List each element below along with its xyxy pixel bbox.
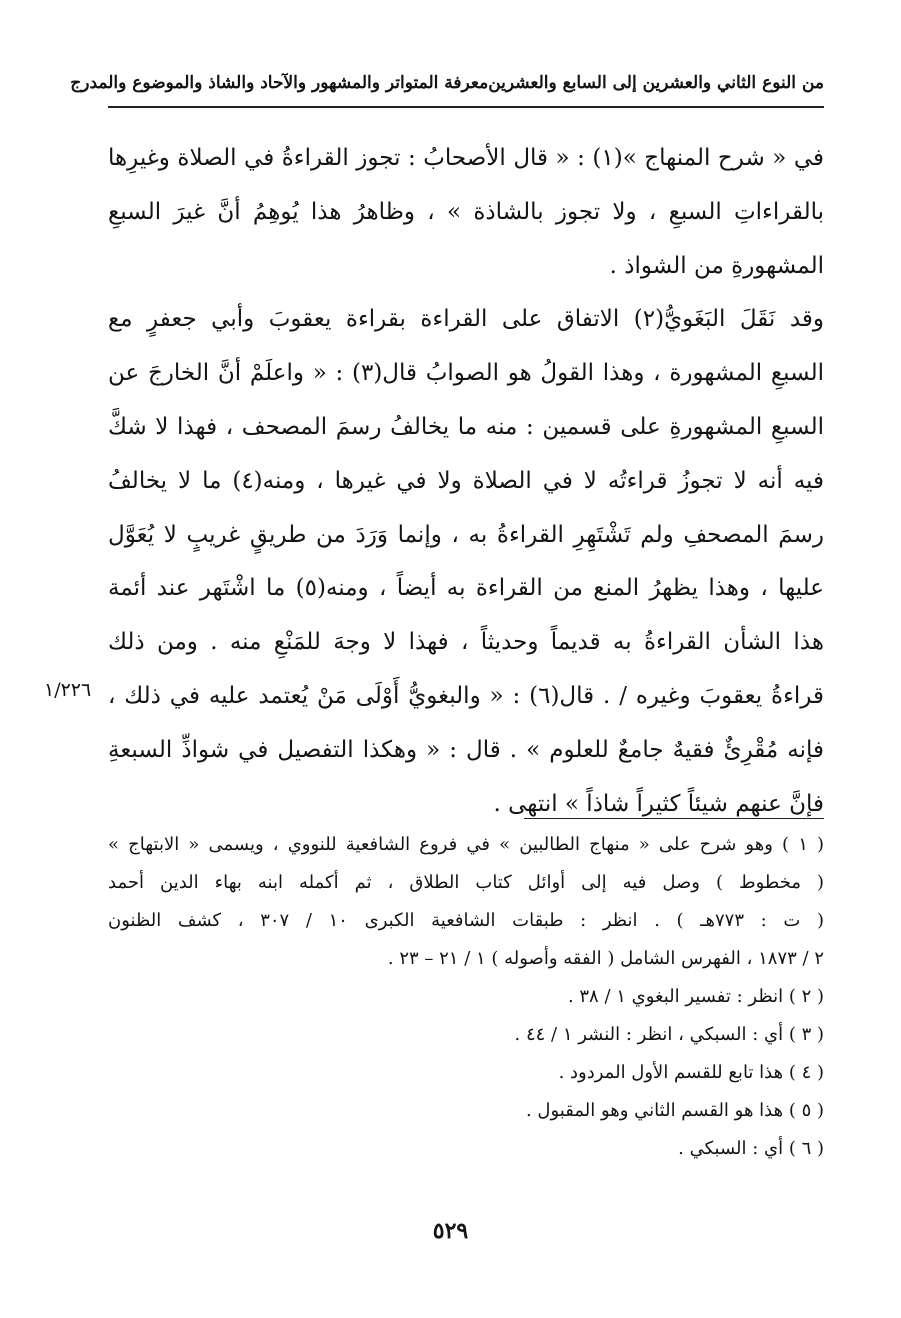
text-line: عليها ، وهذا يظهرُ المنع من القراءة به أيضاً ، ومنه(٥) ما اشْتَهر عند أئمة	[108, 575, 824, 602]
footnote-line: ( ٦ ) أي : السبكي .	[678, 1138, 824, 1159]
text-line: السبعِ المشهورة ، وهذا القولُ هو الصوابُ قال(٣) : « واعلَمْ أنَّ الخارجَ عن	[108, 360, 824, 387]
footnote-line: ٢ / ١٨٧٣ ، الفهرس الشامل ( الفقه وأصوله ) ١ / ٢١ – ٢٣ .	[387, 948, 824, 969]
text-line: بالقراءاتِ السبعِ ، ولا تجوز بالشاذة » ، وظاهرُ هذا يُوهِمُ أنَّ غيرَ السبعِ	[108, 198, 824, 225]
page-number: ٥٢٩	[432, 1218, 469, 1244]
text-line: فإنه مُقْرِئٌ فقيهٌ جامعٌ للعلوم » . قال : « وهكذا التفصيل في شواذِّ السبعةِ	[108, 736, 824, 763]
text-line: فإنَّ عنهم شيئاً كثيراً شاذاً » انتهى .	[493, 790, 824, 817]
header-rule	[108, 106, 824, 108]
header-left-title: معرفة المتواتر والمشهور والآحاد والشاذ والموضوع والمدرج	[70, 73, 489, 93]
text-line: قراءةُ يعقوبَ وغيره / . قال(٦) : « والبغويُّ أَوْلَى مَنْ يُعتمد عليه في ذلك ،	[108, 682, 824, 709]
footnote-line: ( ٥ ) هذا هو القسم الثاني وهو المقبول .	[525, 1100, 824, 1121]
footnote-rule	[524, 818, 824, 819]
text-line: في « شرح المنهاج »(١) : « قال الأصحابُ : تجوز القراءةُ في الصلاة وغيرِها	[108, 145, 825, 171]
footnotes	[108, 826, 824, 1168]
margin-reference: ١/٢٢٦	[44, 679, 92, 701]
text-line: المشهورةِ من الشواذ .	[609, 252, 824, 279]
text-line: وقد نَقَلَ البَغَويُّ(٢) الاتفاق على القراءة بقراءة يعقوبَ وأبي جعفرٍ مع	[108, 306, 825, 333]
main-text	[108, 132, 824, 831]
footnote-line: ( مخطوط ) وصل فيه إلى أوائل كتاب الطلاق ، ثم أكمله ابنه بهاء الدين أحمد	[108, 872, 824, 893]
text-line: هذا الشأن القراءةُ به قديماً وحديثاً ، فهذا لا وجهَ للمَنْعِ منه . ومن ذلك	[108, 629, 824, 656]
footnote-line: ( ٤ ) هذا تابع للقسم الأول المردود .	[558, 1062, 824, 1083]
footnote-line: ( ٣ ) أي : السبكي ، انظر : النشر ١ / ٤٤ .	[514, 1024, 824, 1045]
footnote-line: ( ١ ) وهو شرح على « منهاج الطالبين » في فروع الشافعية للنووي ، ويسمى « الابتهاج »	[108, 834, 825, 855]
text-line: فيه أنه لا تجوزُ قراءتُه لا في الصلاة ولا في غيرها ، ومنه(٤) ما لا يخالفُ	[108, 467, 824, 494]
header-right-title: من النوع الثاني والعشرين إلى السابع والعشرين	[488, 73, 824, 93]
running-header	[70, 66, 824, 100]
footnote-line: ( ت : ٧٧٣هـ ) . انظر : طبقات الشافعية الكبرى ١٠ / ٣٠٧ ، كشف الظنون	[108, 910, 824, 931]
text-line: السبعِ المشهورةِ على قسمين : منه ما يخالفُ رسمَ المصحف ، فهذا لا شكَّ	[108, 413, 824, 440]
footnote-line: ( ٢ ) انظر : تفسير البغوي ١ / ٣٨ .	[567, 986, 824, 1007]
text-line: رسمَ المصحفِ ولم تَشْتَهِرِ القراءةُ به ، وإنما وَرَدَ من طريقٍ غريبٍ لا يُعَوَّل	[108, 521, 824, 548]
